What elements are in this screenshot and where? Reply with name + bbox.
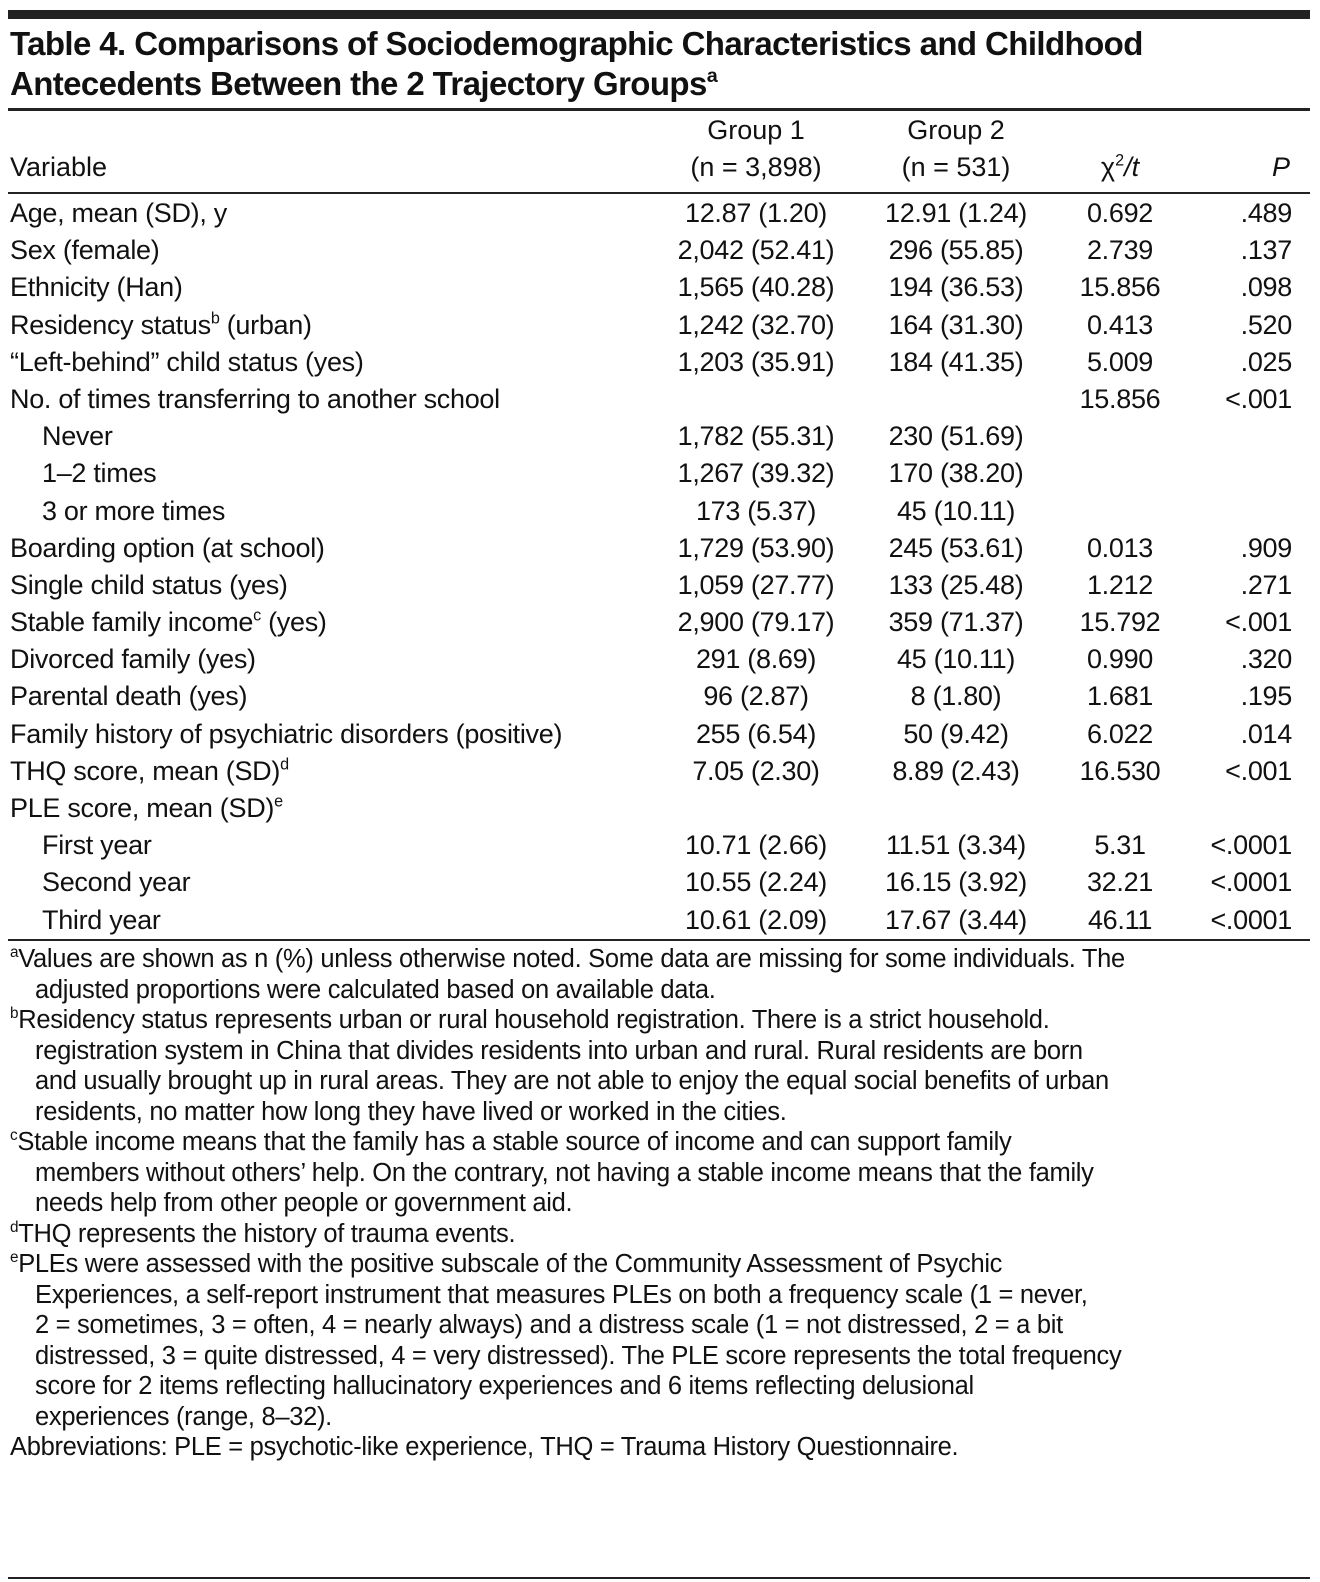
row-label-text: Single child status (yes) bbox=[10, 569, 288, 600]
p-value: <.001 bbox=[1225, 383, 1292, 414]
footnote-line bbox=[10, 1280, 1310, 1311]
footnote-text: registration system in China that divides residents into urban and rural. Rural residents are born bbox=[35, 1036, 1083, 1065]
row-label-text: Boarding option (at school) bbox=[10, 532, 325, 563]
title-rule bbox=[8, 108, 1310, 111]
row-label-text: “Left-behind” child status (yes) bbox=[10, 346, 364, 377]
row-label bbox=[10, 753, 289, 790]
footnote-marker: d bbox=[280, 755, 289, 774]
row-label bbox=[10, 530, 325, 567]
group2-value: 133 (25.48) bbox=[888, 569, 1024, 600]
footnote-text: needs help from other people or government aid. bbox=[35, 1189, 573, 1217]
group1-value: 1,782 (55.31) bbox=[677, 421, 835, 452]
group2-value: 8.89 (2.43) bbox=[892, 755, 1020, 786]
footnote-text: Values are shown as n (%) unless otherwise noted. Some data are missing for some individuals. The bbox=[18, 945, 1125, 973]
footnote-marker: d bbox=[10, 1218, 19, 1236]
p-value: .195 bbox=[1240, 681, 1292, 712]
row-label-text: Age, mean (SD), y bbox=[10, 198, 227, 228]
header-group2: Group 2 bbox=[907, 115, 1005, 145]
footnote-line bbox=[10, 1188, 1310, 1219]
footnote-text: score for 2 items reflecting hallucinatory experiences and 6 items reflecting delusional bbox=[35, 1372, 974, 1400]
footnote-text: THQ represents the history of trauma events. bbox=[18, 1219, 516, 1248]
row-label-text: 3 or more times bbox=[42, 495, 226, 526]
statistic-value: 2.739 bbox=[1086, 235, 1154, 266]
footnote-text: Abbreviations: PLE = psychotic-like experience, THQ = Trauma History Questionnaire. bbox=[10, 1433, 959, 1461]
row-label-text: Parental death (yes) bbox=[10, 681, 248, 712]
statistic-value: 15.856 bbox=[1079, 383, 1161, 414]
group2-value: 164 (31.30) bbox=[888, 309, 1024, 340]
footnote-text: PLEs were assessed with the positive subscale of the Community Assessment of Psychic bbox=[18, 1250, 1003, 1278]
table-row bbox=[0, 455, 1320, 492]
table-row bbox=[0, 493, 1320, 530]
p-value: .271 bbox=[1240, 569, 1292, 600]
row-label bbox=[10, 567, 288, 604]
footnote bbox=[10, 1005, 1310, 1127]
footnote-marker: c bbox=[253, 606, 261, 625]
table-row bbox=[0, 678, 1320, 715]
row-label-text: Family history of psychiatric disorders (positive) bbox=[10, 718, 563, 749]
table-row bbox=[0, 269, 1320, 306]
p-value: <.001 bbox=[1225, 607, 1292, 638]
footnote-line bbox=[10, 1005, 1310, 1036]
footnote-text: Experiences, a self-report instrument that measures PLEs on both a frequency scale (1 = never, bbox=[35, 1280, 1088, 1309]
footnote bbox=[10, 1432, 1310, 1463]
p-value: <.0001 bbox=[1210, 867, 1292, 898]
footnote-line bbox=[10, 1219, 1310, 1250]
table-row bbox=[0, 753, 1320, 790]
row-label-text: Third year bbox=[42, 904, 161, 935]
footnote-text: and usually brought up in rural areas. They are not able to enjoy the equal social benefits of urban bbox=[35, 1067, 1109, 1095]
row-label bbox=[10, 344, 364, 381]
group2-value: 16.15 (3.92) bbox=[885, 867, 1027, 898]
table-body bbox=[0, 195, 1320, 939]
table-row bbox=[0, 418, 1320, 455]
footnote-text: experiences (range, 8–32). bbox=[35, 1402, 332, 1431]
group2-value: 50 (9.42) bbox=[903, 718, 1009, 749]
footnote bbox=[10, 1249, 1310, 1432]
table-row bbox=[0, 716, 1320, 753]
p-value: .489 bbox=[1240, 198, 1292, 228]
footnote bbox=[10, 944, 1310, 1005]
statistic-value: 6.022 bbox=[1086, 718, 1154, 749]
group2-value: 170 (38.20) bbox=[888, 458, 1024, 489]
group1-value: 10.55 (2.24) bbox=[685, 867, 827, 898]
table-title-text: Table 4. Comparisons of Sociodemographic Characteristics and Childhood Antecedents Between the 2 Trajectory Groups bbox=[10, 25, 1143, 102]
table-row bbox=[0, 604, 1320, 641]
row-label bbox=[10, 641, 256, 678]
group1-value: 291 (8.69) bbox=[695, 644, 817, 675]
statistic-value: 16.530 bbox=[1079, 755, 1161, 786]
group2-value: 45 (10.11) bbox=[896, 495, 1016, 526]
row-label-text: Stable family income bbox=[10, 607, 254, 638]
row-label bbox=[10, 195, 227, 232]
group1-value: 96 (2.87) bbox=[703, 681, 809, 712]
statistic-value: 5.31 bbox=[1094, 830, 1146, 861]
footnote-marker: b bbox=[210, 309, 220, 328]
row-label bbox=[10, 269, 183, 306]
row-label-text: THQ score, mean (SD) bbox=[10, 755, 281, 786]
row-label bbox=[42, 902, 161, 939]
chi-symbol: χ bbox=[1100, 152, 1116, 182]
footnote bbox=[10, 1127, 1310, 1219]
table-row bbox=[0, 344, 1320, 381]
statistic-value: 15.792 bbox=[1079, 607, 1161, 638]
group1-value: 1,267 (39.32) bbox=[677, 458, 835, 489]
footnote-text: residents, no matter how long they have lived or worked in the cities. bbox=[35, 1097, 787, 1126]
row-label bbox=[42, 827, 152, 864]
row-label bbox=[10, 716, 562, 753]
statistic-value: 15.856 bbox=[1079, 272, 1161, 303]
footnote-text: distressed, 3 = quite distressed, 4 = very distressed). The PLE score represents the total frequency bbox=[35, 1341, 1122, 1370]
group2-value: 230 (51.69) bbox=[888, 421, 1024, 452]
row-label-text: PLE score, mean (SD) bbox=[10, 793, 275, 823]
table-row bbox=[0, 641, 1320, 678]
p-value: <.001 bbox=[1225, 755, 1292, 786]
row-label bbox=[10, 678, 247, 715]
p-value: .137 bbox=[1240, 235, 1292, 266]
row-label-text: Never bbox=[42, 421, 113, 452]
footnote-line bbox=[10, 944, 1310, 975]
header-variable: Variable bbox=[10, 152, 108, 182]
footnote-marker: c bbox=[10, 1127, 18, 1145]
chi-superscript: 2 bbox=[1115, 151, 1125, 170]
p-value: .520 bbox=[1240, 309, 1292, 340]
top-thick-rule bbox=[8, 10, 1310, 19]
t-symbol: /t bbox=[1124, 152, 1140, 182]
statistic-value: 1.681 bbox=[1086, 681, 1154, 712]
footnote-line bbox=[10, 1341, 1310, 1372]
table-row bbox=[0, 530, 1320, 567]
footnote-line bbox=[10, 1066, 1310, 1097]
group1-value: 1,729 (53.90) bbox=[677, 532, 835, 563]
row-label-text: First year bbox=[42, 830, 152, 861]
row-label bbox=[10, 604, 327, 641]
footnote bbox=[10, 1219, 1310, 1250]
footnote-text: Stable income means that the family has a stable source of income and can support family bbox=[17, 1128, 1012, 1156]
statistic-value: 0.990 bbox=[1086, 644, 1154, 675]
group2-value: 45 (10.11) bbox=[896, 644, 1016, 675]
footnote-marker: b bbox=[10, 1005, 19, 1023]
header-group2-n: (n = 531) bbox=[901, 152, 1011, 182]
row-label-text: Sex (female) bbox=[10, 235, 160, 266]
row-label bbox=[10, 790, 283, 827]
body-rule bbox=[8, 939, 1310, 941]
row-label bbox=[10, 381, 500, 418]
table-title bbox=[10, 24, 1310, 104]
footnote-line bbox=[10, 1249, 1310, 1280]
group1-value: 10.71 (2.66) bbox=[685, 830, 827, 861]
table-row bbox=[0, 567, 1320, 604]
footnote-text: Residency status represents urban or rural household registration. There is a strict household. bbox=[18, 1006, 1050, 1034]
group2-value: 296 (55.85) bbox=[888, 235, 1024, 266]
group1-value: 12.87 (1.20) bbox=[685, 198, 827, 228]
row-label bbox=[42, 493, 225, 530]
footnotes bbox=[10, 944, 1310, 1463]
header-statistic bbox=[1050, 149, 1190, 186]
group1-value: 2,042 (52.41) bbox=[677, 235, 835, 266]
row-label-suffix: (yes) bbox=[260, 607, 327, 638]
footnote-marker: e bbox=[274, 792, 283, 811]
footnote-line bbox=[10, 1310, 1310, 1341]
footnote-marker: e bbox=[10, 1249, 19, 1267]
title-footnote-marker: a bbox=[706, 65, 718, 88]
table-row bbox=[0, 790, 1320, 827]
group1-value: 1,059 (27.77) bbox=[677, 569, 835, 600]
header-rule bbox=[8, 192, 1310, 194]
table-row bbox=[0, 902, 1320, 939]
statistic-value: 46.11 bbox=[1087, 904, 1153, 935]
group2-value: 184 (41.35) bbox=[888, 346, 1024, 377]
group1-value: 2,900 (79.17) bbox=[677, 607, 835, 638]
p-value: .098 bbox=[1240, 272, 1292, 303]
statistic-value: 32.21 bbox=[1086, 867, 1154, 898]
footnote-line bbox=[10, 1402, 1310, 1433]
p-value: .025 bbox=[1240, 346, 1292, 377]
table-row bbox=[0, 381, 1320, 418]
group2-value: 194 (36.53) bbox=[888, 272, 1024, 303]
bottom-rule bbox=[8, 1577, 1310, 1579]
footnote-text: adjusted proportions were calculated based on available data. bbox=[35, 975, 716, 1004]
footnote-marker: a bbox=[10, 944, 19, 962]
group1-value: 1,242 (32.70) bbox=[677, 309, 835, 340]
row-label bbox=[10, 232, 159, 269]
group1-value: 10.61 (2.09) bbox=[685, 904, 827, 935]
row-label-suffix: (urban) bbox=[219, 309, 312, 340]
footnote-line bbox=[10, 1158, 1310, 1189]
footnote-text: 2 = sometimes, 3 = often, 4 = nearly always) and a distress scale (1 = not distressed, 2 = a bit bbox=[35, 1311, 1063, 1339]
group2-value: 245 (53.61) bbox=[888, 532, 1024, 563]
group2-value: 8 (1.80) bbox=[910, 681, 1002, 712]
footnote-line bbox=[10, 1127, 1310, 1158]
row-label bbox=[42, 455, 156, 492]
group2-value: 11.51 (3.34) bbox=[886, 830, 1026, 861]
p-value: <.0001 bbox=[1210, 830, 1292, 861]
table-row bbox=[0, 195, 1320, 232]
header-group1-n: (n = 3,898) bbox=[690, 152, 822, 182]
row-label-text: Ethnicity (Han) bbox=[10, 272, 183, 303]
group1-value: 255 (6.54) bbox=[695, 718, 817, 749]
group1-value: 173 (5.37) bbox=[695, 495, 817, 526]
row-label-text: Divorced family (yes) bbox=[10, 644, 256, 675]
group2-value: 12.91 (1.24) bbox=[885, 198, 1027, 228]
p-value: .909 bbox=[1240, 532, 1292, 563]
table-row bbox=[0, 232, 1320, 269]
footnote-line bbox=[10, 1097, 1310, 1128]
p-value: <.0001 bbox=[1210, 904, 1292, 935]
group1-value: 7.05 (2.30) bbox=[692, 755, 820, 786]
group2-value: 359 (71.37) bbox=[888, 607, 1024, 638]
table-row bbox=[0, 307, 1320, 344]
footnote-line bbox=[10, 975, 1310, 1006]
row-label bbox=[42, 418, 113, 455]
row-label-text: Second year bbox=[42, 867, 191, 898]
statistic-value: 0.413 bbox=[1086, 309, 1154, 340]
footnote-line bbox=[10, 1432, 1310, 1463]
p-value: .320 bbox=[1240, 644, 1292, 675]
row-label-text: 1–2 times bbox=[42, 458, 157, 489]
statistic-value: 0.013 bbox=[1086, 532, 1154, 563]
group1-value: 1,565 (40.28) bbox=[677, 272, 835, 303]
header-group1: Group 1 bbox=[707, 115, 805, 145]
footnote-line bbox=[10, 1036, 1310, 1067]
row-label bbox=[10, 307, 312, 344]
p-value: .014 bbox=[1240, 718, 1292, 749]
statistic-value: 0.692 bbox=[1086, 198, 1154, 228]
table-row bbox=[0, 827, 1320, 864]
row-label-text: Residency status bbox=[10, 309, 211, 340]
footnote-text: members without others’ help. On the contrary, not having a stable income means that the family bbox=[35, 1158, 1094, 1187]
header-p: P bbox=[1271, 152, 1290, 182]
group2-value: 17.67 (3.44) bbox=[885, 904, 1027, 935]
row-label bbox=[42, 864, 190, 901]
table-row bbox=[0, 864, 1320, 901]
row-label-text: No. of times transferring to another school bbox=[10, 383, 500, 414]
statistic-value: 1.212 bbox=[1086, 569, 1154, 600]
group1-value: 1,203 (35.91) bbox=[677, 346, 835, 377]
footnote-line bbox=[10, 1371, 1310, 1402]
statistic-value: 5.009 bbox=[1086, 346, 1154, 377]
